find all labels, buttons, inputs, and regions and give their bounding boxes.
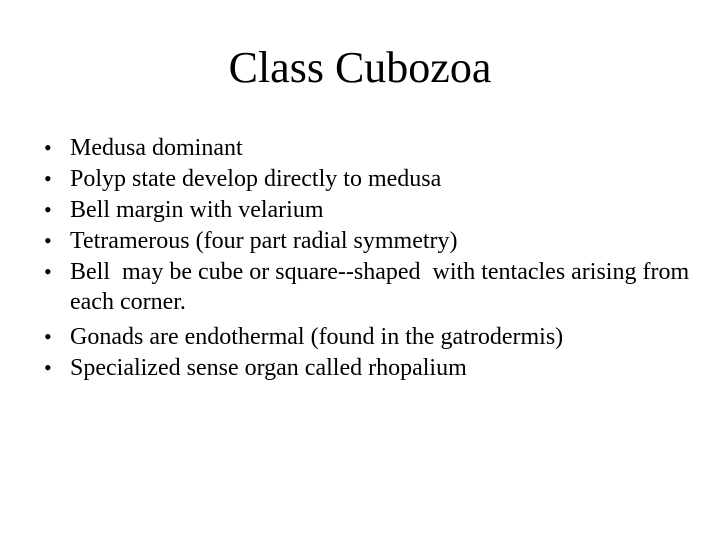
bullet-icon: • (44, 324, 52, 349)
list-item (44, 322, 684, 352)
bullet-text: Bell margin with velarium (70, 197, 324, 223)
bullet-icon: • (44, 355, 52, 380)
list-item (44, 164, 684, 194)
bullet-text: Specialized sense organ called rhopalium (70, 355, 467, 381)
bullet-icon: • (44, 259, 52, 284)
bullet-text: Polyp state develop directly to medusa (70, 166, 442, 192)
list-item (44, 353, 684, 383)
bullet-icon: • (44, 166, 52, 191)
bullet-list (44, 133, 696, 384)
list-item (44, 195, 684, 225)
bullet-icon: • (44, 135, 52, 160)
bullet-text: Gonads are endothermal (found in the gatrodermis) (70, 324, 564, 350)
bullet-icon: • (44, 197, 52, 222)
bullet-text: Tetramerous (four part radial symmetry) (70, 228, 458, 254)
bullet-icon: • (44, 228, 52, 253)
slide-title: Class Cubozoa (228, 43, 492, 92)
bullet-text: Medusa dominant (70, 135, 243, 161)
list-item (44, 133, 684, 163)
bullet-text: Bell may be cube or square--shaped with tentacles arising from each corner. (70, 259, 696, 315)
list-item (44, 257, 696, 317)
list-item (44, 226, 684, 256)
